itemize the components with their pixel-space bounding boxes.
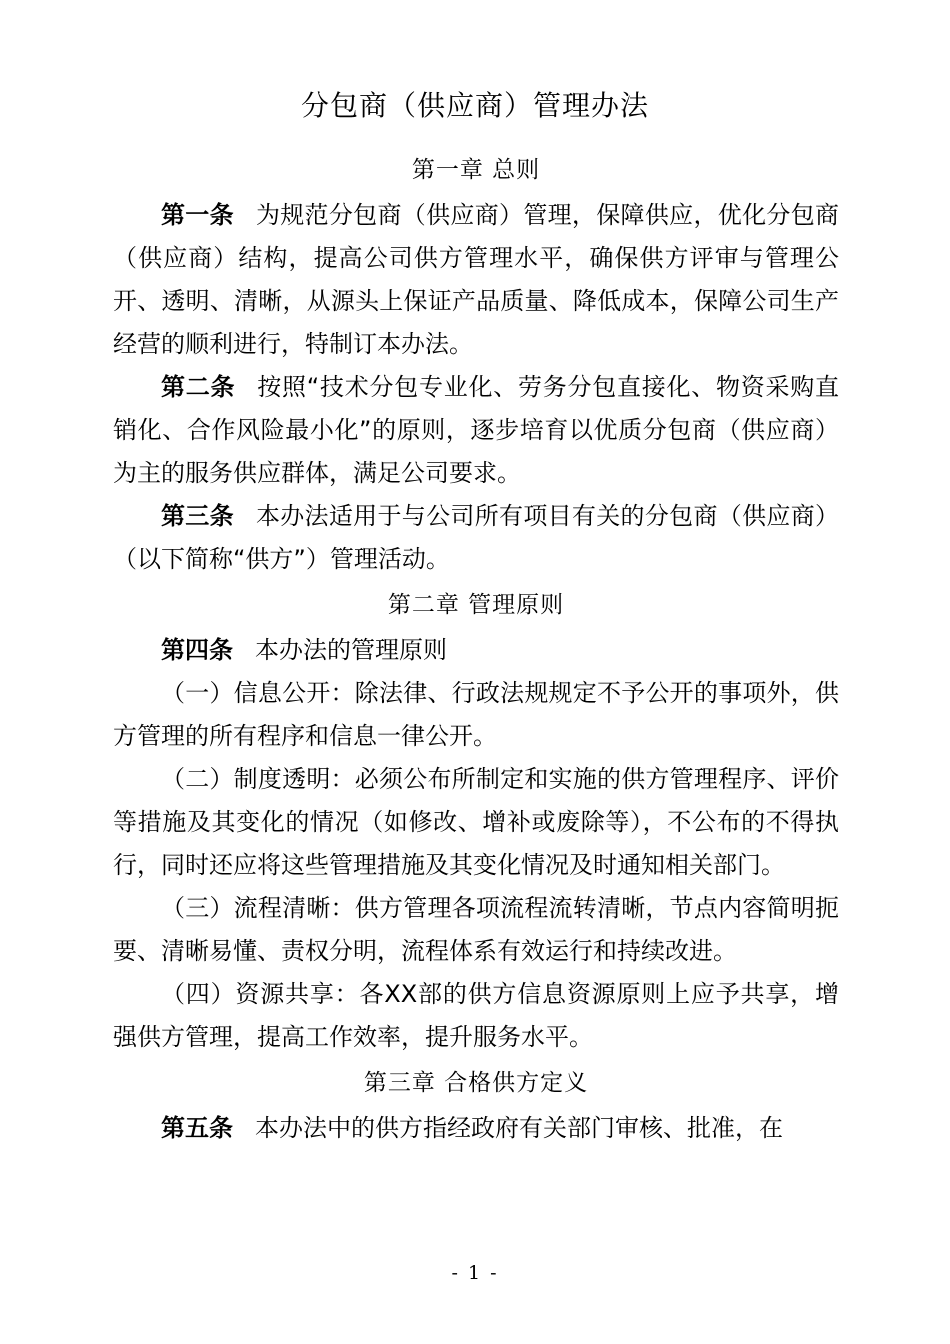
article-1-text: 为规范分包商（供应商）管理，保障供应，优化分包商（供应商）结构，提高公司供方管理水平，确保供方评审与管理公开、透明、清晰，从源头上保证产品质量、降低成本，保障公司生产经营的顺利进行，特制订本办法。 — [113, 201, 840, 358]
principle-item-2: （二）制度透明：必须公布所制定和实施的供方管理程序、评价等措施及其变化的情况（如修改、增补或废除等），不公布的不得执行，同时还应将这些管理措施及其变化情况及时通知相关部门。 — [113, 765, 839, 879]
article-4-label: 第四条 — [161, 636, 233, 664]
article-5-text: 本办法中的供方指经政府有关部门审核、批准，在 — [255, 1114, 783, 1142]
principle-item-3: （三）流程清晰：供方管理各项流程流转清晰，节点内容简明扼要、清晰易懂、责权分明，流程体系有效运行和持续改进。 — [113, 894, 839, 965]
page-number: - 1 - — [451, 1262, 499, 1284]
article-4-text: 本办法的管理原则 — [255, 636, 447, 664]
article-3-label: 第三条 — [161, 502, 234, 530]
article-1-label: 第一条 — [161, 201, 234, 229]
document-title: 分包商（供应商）管理办法 — [300, 89, 649, 122]
chapter-2-heading: 第二章 管理原则 — [387, 592, 565, 618]
chapter-3-heading: 第三章 合格供方定义 — [363, 1070, 589, 1096]
principle-item-1: （一）信息公开：除法律、行政法规规定不予公开的事项外，供方管理的所有程序和信息一律公开。 — [113, 679, 839, 750]
principle-item-4: （四）资源共享：各XX部的供方信息资源原则上应予共享，增强供方管理，提高工作效率，提升服务水平。 — [113, 980, 839, 1051]
article-5 — [113, 1107, 839, 1150]
article-3 — [113, 495, 839, 581]
chapter-1-heading: 第一章 总则 — [411, 157, 541, 183]
article-1 — [113, 194, 839, 366]
article-2 — [113, 366, 839, 495]
article-2-label: 第二条 — [161, 373, 236, 401]
article-5-label: 第五条 — [161, 1114, 233, 1142]
article-3-text: 本办法适用于与公司所有项目有关的分包商（供应商）（以下简称“供方”）管理活动。 — [113, 502, 840, 573]
article-2-text: 按照“技术分包专业化、劳务分包直接化、物资采购直销化、合作风险最小化”的原则，逐步培育以优质分包商（供应商）为主的服务供应群体，满足公司要求。 — [113, 373, 840, 487]
document-body — [113, 146, 839, 1150]
article-4 — [113, 629, 839, 672]
